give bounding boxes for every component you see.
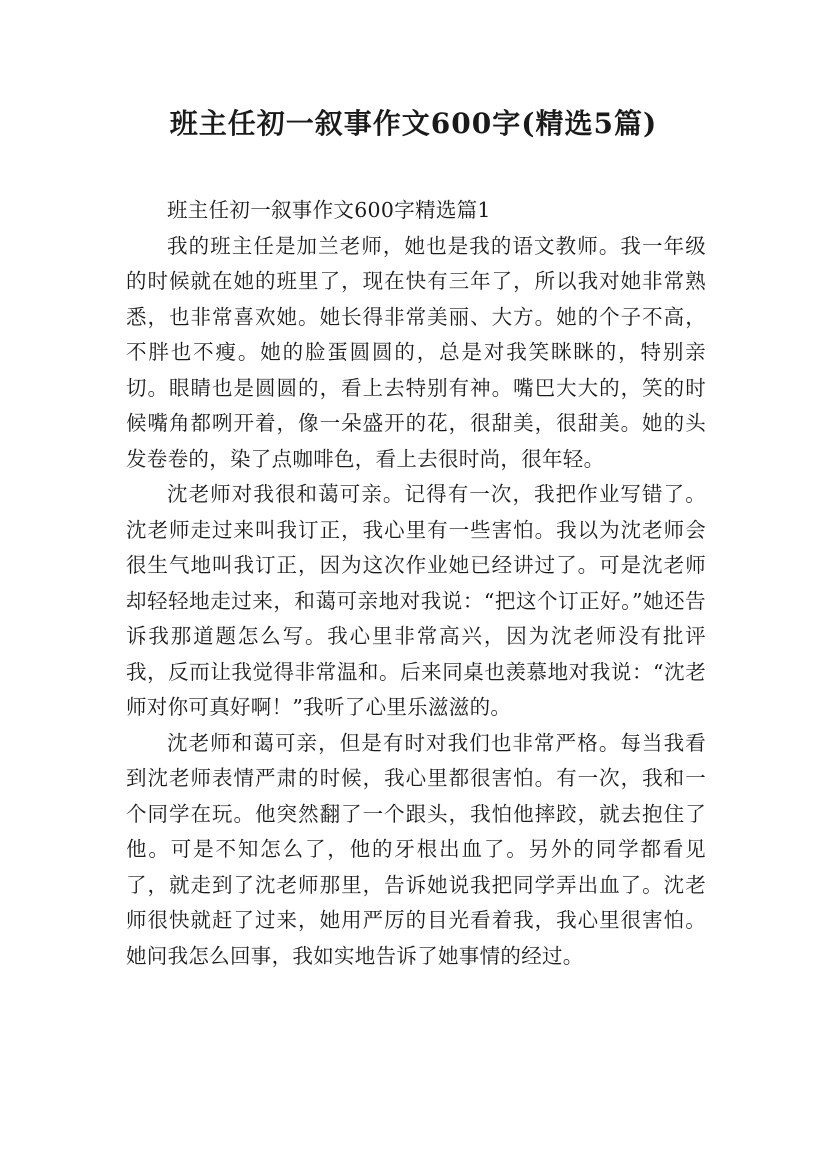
paragraph-2: 沈老师对我很和蔼可亲。记得有一次，我把作业写错了。沈老师走过来叫我订正，我心里有一些害怕。我以为沈老师会很生气地叫我订正，因为这次作业她已经讲过了。可是沈老师却轻轻地走过来，和蔼可亲地对我说：“把这个订正好。”她还告诉我那道题怎么写。我心里非常高兴，因为沈老师没有批评我，反而让我觉得非常温和。后来同桌也羡慕地对我说：“沈老师对你可真好啊！”我听了心里乐滋滋的。 [126,482,706,719]
paragraph-3: 沈老师和蔼可亲，但是有时对我们也非常严格。每当我看到沈老师表情严肃的时候，我心里都很害怕。有一次，我和一个同学在玩。他突然翻了一个跟头，我怕他摔跤，就去抱住了他。可是不知怎么了，他的牙根出血了。另外的同学都看见了，就走到了沈老师那里，告诉她说我把同学弄出血了。沈老师很快就赶了过来，她用严厉的目光看着我，我心里很害怕。她问我怎么回事，我如实地告诉了她事情的经过。 [126,730,706,968]
document-title: 班主任初一叙事作文600字(精选5篇) [169,107,658,140]
paragraph-1: 我的班主任是加兰老师，她也是我的语文教师。我一年级的时候就在她的班里了，现在快有三年了，所以我对她非常熟悉，也非常喜欢她。她长得非常美丽、大方。她的个子不高，不胖也不瘦。她的脸蛋圆圆的，总是对我笑眯眯的，特别亲切。眼睛也是圆圆的，看上去特别有神。嘴巴大大的，笑的时候嘴角都咧开着，像一朵盛开的花，很甜美，很甜美。她的头发卷卷的，染了点咖啡色，看上去很时尚，很年轻。 [126,233,706,471]
section-heading: 班主任初一叙事作文600字精选篇1 [167,198,491,222]
document-body [126,193,706,974]
